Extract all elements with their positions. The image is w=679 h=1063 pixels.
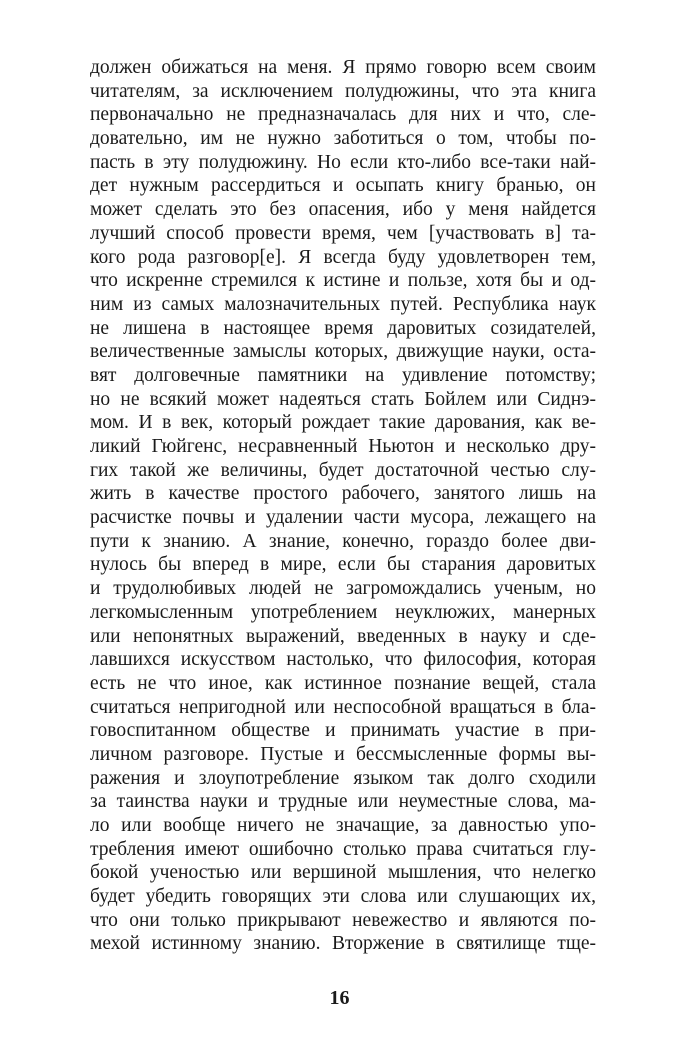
text-line: довательно, им не нужно заботиться о том, чтобы по- [90, 128, 596, 150]
text-line: мом. И в век, который рождает такие дарования, как ве- [90, 412, 596, 434]
text-line: ражения и злоупотребление языком так долго сходили [90, 767, 596, 789]
text-line: нулось бы вперед в мире, если бы старания даровитых [90, 554, 596, 576]
page-number: 16 [329, 987, 350, 1009]
text-line: или непонятных выражений, введенных в науку и сде- [90, 625, 596, 647]
text-line: величественные замыслы которых, движущие науки, оста- [90, 341, 596, 363]
text-line: не лишена в настоящее время даровитых созидателей, [90, 317, 596, 339]
text-line: ним из самых малозначительных путей. Республика наук [90, 293, 596, 315]
text-line: должен обижаться на меня. Я прямо говорю всем своим [90, 57, 596, 78]
text-line: что они только прикрывают невежество и являются по- [90, 909, 596, 931]
text-line: есть не что иное, как истинное познание вещей, стала [90, 672, 596, 694]
text-line: требления имеют ошибочно столько права считаться глу- [90, 838, 596, 860]
text-line: личном разговоре. Пустые и бессмысленные формы вы- [90, 743, 596, 765]
text-line: лавшихся искусством настолько, что философия, которая [90, 649, 596, 671]
text-line: гих такой же величины, будет достаточной честью слу- [90, 459, 596, 481]
text-line: за таинства науки и трудные или неуместные слова, ма- [90, 791, 596, 813]
text-line: первоначально не предназначалась для них и что, сле- [90, 104, 596, 126]
text-line: пути к знанию. А знание, конечно, гораздо более дви- [90, 530, 596, 552]
text-line: ло или вообще ничего не значащие, за давностью упо- [90, 815, 596, 836]
text-line: и трудолюбивых людей не загромождались ученым, но [90, 578, 596, 600]
text-line: лучший способ провести время, чем [участвовать в] та- [90, 222, 596, 244]
text-line: бокой ученостью или вершиной мышления, что нелегко [90, 862, 596, 884]
text-line: пасть в эту полудюжину. Но если кто-либо все-таки най- [90, 151, 596, 173]
text-line: что искренне стремился к истине и пользе, хотя бы и од- [90, 270, 596, 292]
text-line: ликий Гюйгенс, несравненный Ньютон и несколько дру- [90, 436, 596, 457]
text-line: мехой истинному знанию. Вторжение в святилище тще- [90, 933, 596, 955]
text-line: вят долговечные памятники на удивление потомству; [90, 364, 596, 386]
body-text [90, 56, 596, 956]
text-line: расчистке почвы и удалении части мусора, лежащего на [90, 507, 596, 529]
text-line: может сделать это без опасения, ибо у меня найдется [90, 199, 596, 221]
text-line: говоспитанном обществе и принимать участие в при- [90, 720, 596, 742]
text-line: легкомысленным употреблением неуклюжих, манерных [90, 601, 596, 623]
text-line: но не всякий может надеяться стать Бойлем или Сиднэ- [90, 388, 596, 410]
text-line: будет убедить говорящих эти слова или слушающих их, [90, 886, 596, 908]
text-line: кого рода разговор[е]. Я всегда буду удовлетворен тем, [90, 246, 596, 268]
text-line: читателям, за исключением полудюжины, что эта книга [90, 80, 596, 102]
text-line: жить в качестве простого рабочего, занятого лишь на [90, 483, 596, 505]
text-line: считаться непригодной или неспособной вращаться в бла- [90, 696, 596, 718]
text-line: дет нужным рассердиться и осыпать книгу бранью, он [90, 175, 596, 197]
